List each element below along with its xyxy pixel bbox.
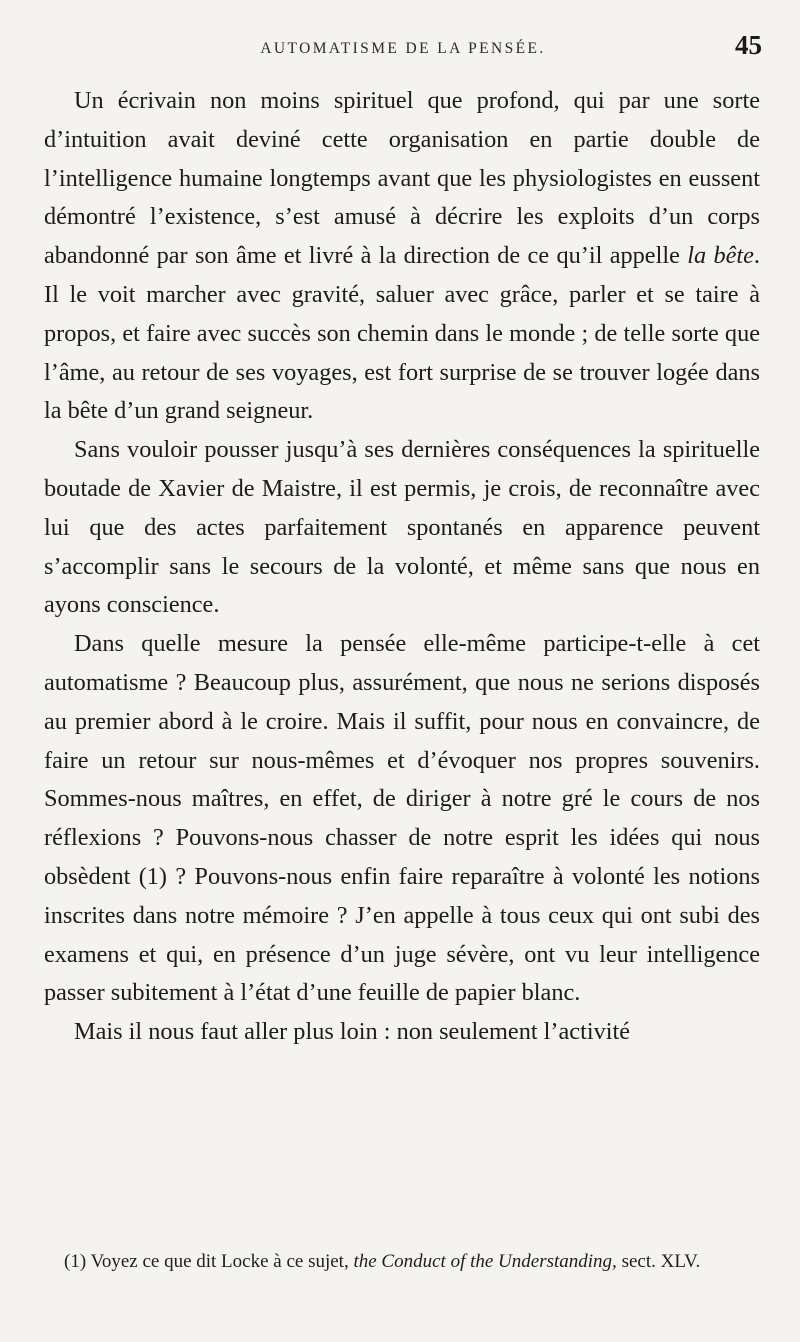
footnote-text-b: sect. XLV.	[616, 1251, 701, 1272]
running-title: AUTOMATISME DE LA PENSÉE.	[260, 40, 546, 57]
paragraph-3-text-a: Dans quelle mesure la pensée elle-même participe-t-elle à cet automatisme ? Beaucoup plus, assurément, que nous ne serions disposés au premier abord à le croire. Mais il suffit, pour nous en convaincre, de faire un retour sur nous-mêmes et d’évoquer nos propres souvenirs. Sommes-nous maîtres, en effet, de diriger à notre gré le cours de nos réflexions ? Pouvons-nous chasser de notre esprit les idées qui nous obsèdent	[44, 630, 760, 890]
footnote-text-a: Voyez ce que dit Locke à ce sujet,	[86, 1251, 354, 1272]
paragraph-2: Sans vouloir pousser jusqu’à ses dernières conséquences la spirituelle boutade de Xavier de Maistre, il est permis, je crois, de reconnaître avec lui que des actes parfaitement spontanés en apparence peuvent s’accomplir sans le secours de la volonté, et même sans que nous en ayons conscience.	[44, 436, 760, 619]
footnote-cited-title: the Conduct of the Understanding,	[353, 1251, 617, 1272]
page-number: 45	[735, 30, 762, 60]
paragraph-3-text-b: ? Pouvons-nous enfin faire reparaître à volonté les notions inscrites dans notre mémoire ? J’en appelle à tous ceux qui ont subi des examens et qui, en présence d’un juge sévère, ont vu leur intelligence passer subitement à l’état d’une feuille de papier blanc.	[44, 862, 760, 1007]
footnote-reference: (1)	[138, 862, 168, 890]
paragraph-1	[44, 82, 760, 431]
paragraph-1-emphasis: la bête	[687, 242, 754, 270]
paragraph-1-text-a: Un écrivain non moins spirituel que profond, qui par une sorte d’intuition avait deviné cette organisation en partie double de l’intelligence humaine longtemps avant que les physiologistes en eussent démontré l’existence, s’est amusé à décrire les exploits d’un corps abandonné par son âme et livré à la direction de ce qu’il appelle	[44, 87, 760, 270]
footnote	[44, 1247, 760, 1277]
page-header	[44, 30, 762, 70]
paragraph-1-text-b: . Il le voit marcher avec gravité, saluer avec grâce, parler et se taire à propos, et faire avec succès son chemin dans le monde ; de telle sorte que l’âme, au retour de ses voyages, est fort surprise de se trouver logée dans la bête d’un grand seigneur.	[44, 242, 760, 425]
footnote-marker: (1)	[64, 1251, 87, 1272]
body-text	[44, 82, 760, 1052]
paragraph-3	[44, 625, 760, 1013]
paragraph-4: Mais il nous faut aller plus loin : non seulement l’activité	[74, 1018, 631, 1046]
